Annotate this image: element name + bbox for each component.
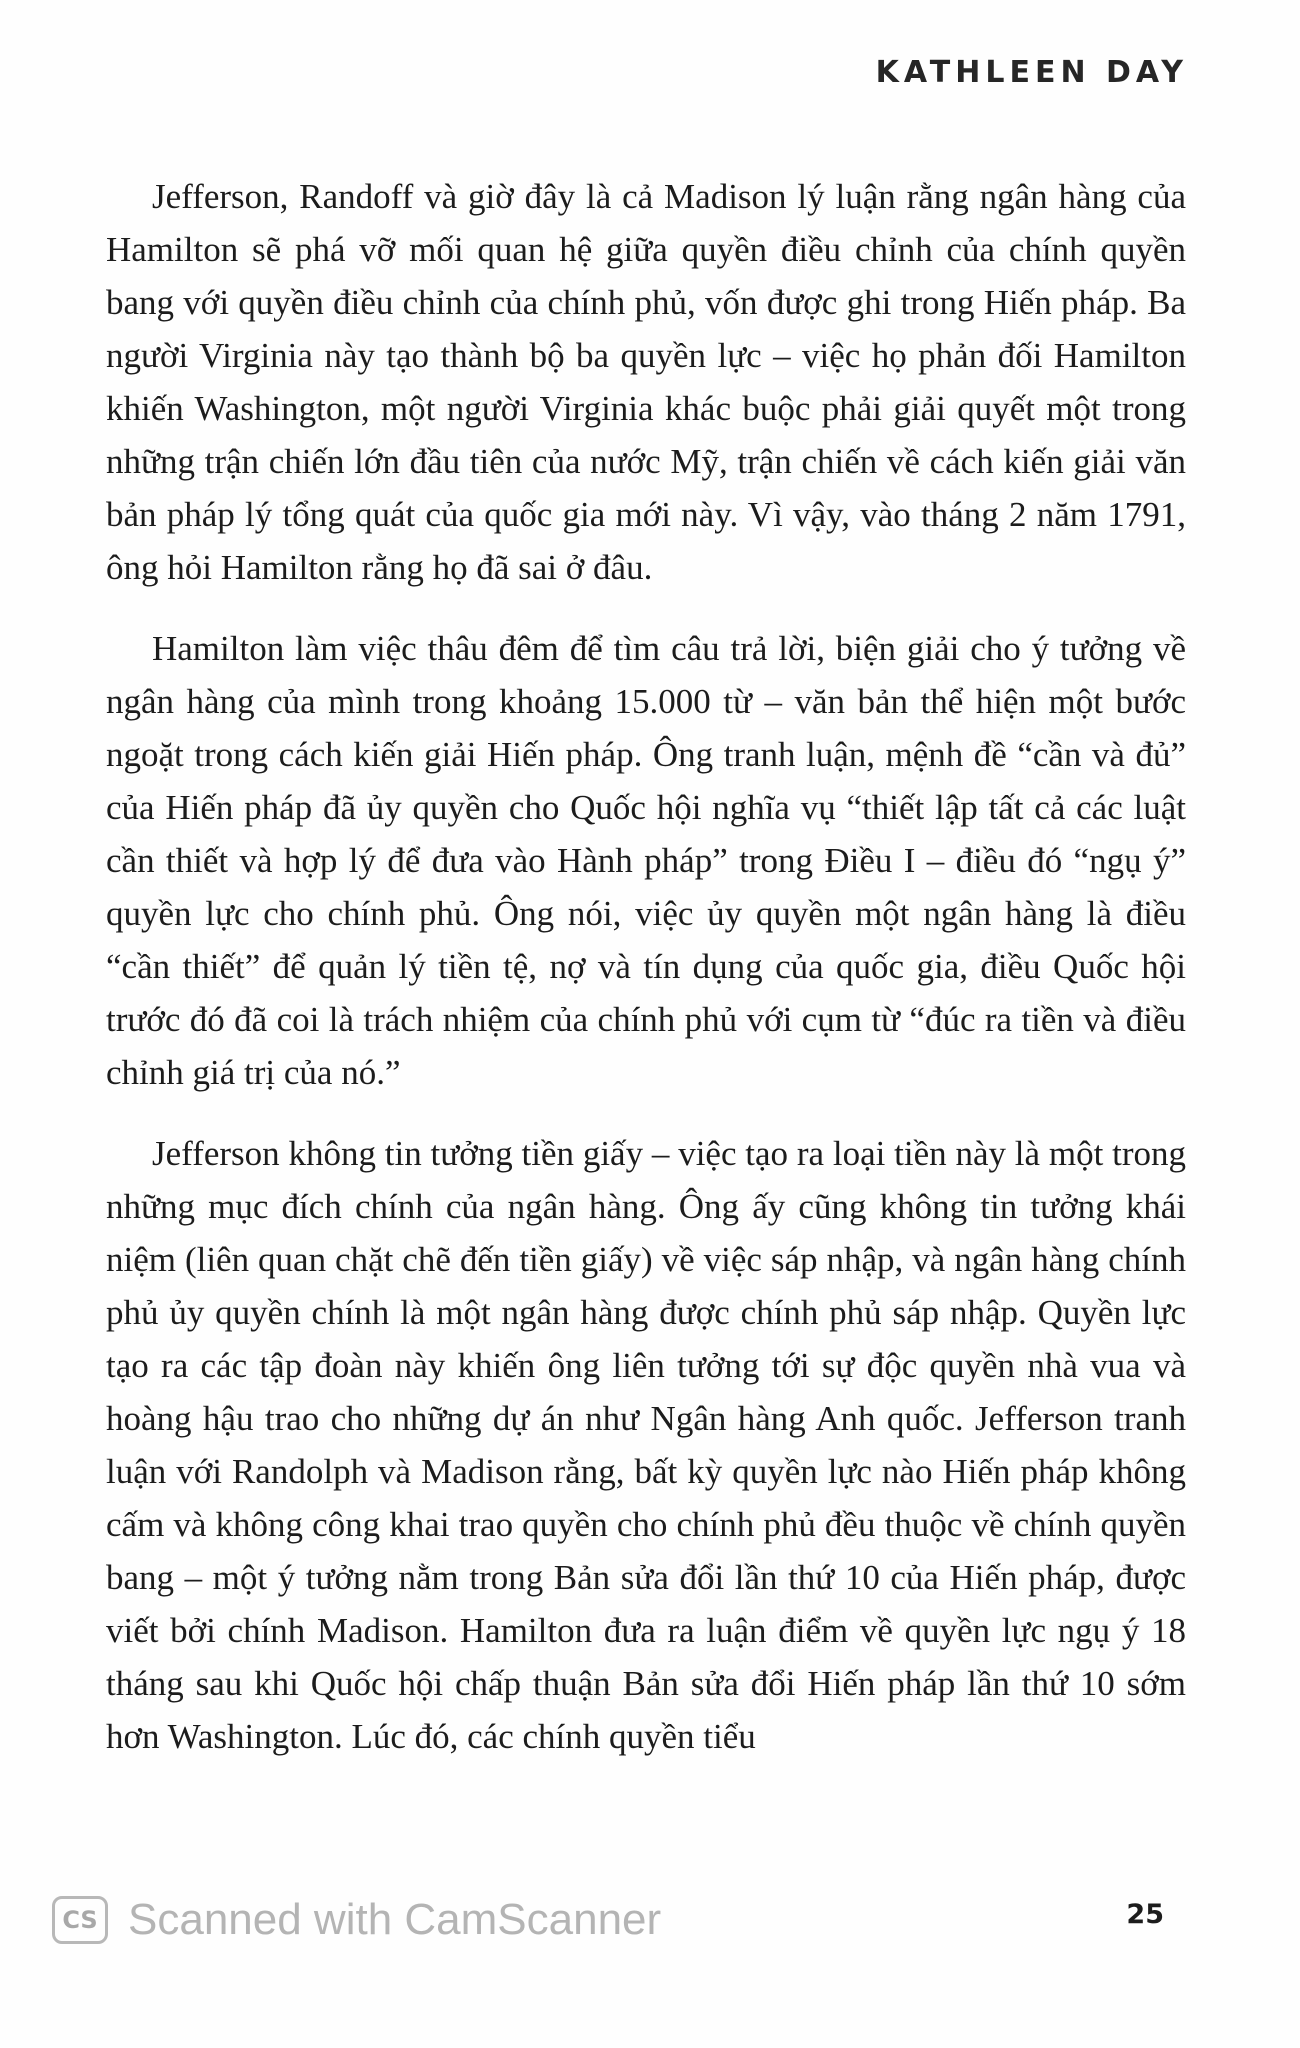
paragraph-2: Hamilton làm việc thâu đêm để tìm câu trả lời, biện giải cho ý tưởng về ngân hàng của mình trong khoảng 15.000 từ – văn bản thể hiện một bước ngoặt trong cách kiến giải Hiến pháp. Ông tranh luận, mệnh đề “cần và đủ” của Hiến pháp đã ủy quyền cho Quốc hội nghĩa vụ “thiết lập tất cả các luật cần thiết và hợp lý để đưa vào Hành pháp” trong Điều I – điều đó “ngụ ý” quyền lực cho chính phủ. Ông nói, việc ủy quyền một ngân hàng là điều “cần thiết” để quản lý tiền tệ, nợ và tín dụng của quốc gia, điều Quốc hội trước đó đã coi là trách nhiệm của chính phủ với cụm từ “đúc ra tiền và điều chỉnh giá trị của nó.” <box>106 629 1186 1092</box>
camscanner-watermark <box>52 1895 661 1945</box>
paragraph-1: Jefferson, Randoff và giờ đây là cả Madison lý luận rằng ngân hàng của Hamilton sẽ phá vỡ mối quan hệ giữa quyền điều chỉnh của chính quyền bang với quyền điều chỉnh của chính phủ, vốn được ghi trong Hiến pháp. Ba người Virginia này tạo thành bộ ba quyền lực – việc họ phản đối Hamilton khiến Washington, một người Virginia khác buộc phải giải quyết một trong những trận chiến lớn đầu tiên của nước Mỹ, trận chiến về cách kiến giải văn bản pháp lý tổng quát của quốc gia mới này. Vì vậy, vào tháng 2 năm 1791, ông hỏi Hamilton rằng họ đã sai ở đâu. <box>106 177 1186 587</box>
paragraph-3: Jefferson không tin tưởng tiền giấy – việc tạo ra loại tiền này là một trong những mục đích chính của ngân hàng. Ông ấy cũng không tin tưởng khái niệm (liên quan chặt chẽ đến tiền giấy) về việc sáp nhập, và ngân hàng chính phủ ủy quyền chính là một ngân hàng được chính phủ sáp nhập. Quyền lực tạo ra các tập đoàn này khiến ông liên tưởng tới sự độc quyền nhà vua và hoàng hậu trao cho những dự án như Ngân hàng Anh quốc. Jefferson tranh luận với Randolph và Madison rằng, bất kỳ quyền lực nào Hiến pháp không cấm và không công khai trao quyền cho chính phủ đều thuộc về chính quyền bang – một ý tưởng nằm trong Bản sửa đổi lần thứ 10 của Hiến pháp, được viết bởi chính Madison. Hamilton đưa ra luận điểm về quyền lực ngụ ý 18 tháng sau khi Quốc hội chấp thuận Bản sửa đổi Hiến pháp lần thứ 10 sớm hơn Washington. Lúc đó, các chính quyền tiểu <box>106 1134 1186 1756</box>
watermark-text: Scanned with CamScanner <box>128 1895 662 1944</box>
page-number: 25 <box>1126 1899 1164 1930</box>
camscanner-logo-icon: CS <box>52 1896 108 1944</box>
running-header: KATHLEEN DAY <box>875 55 1188 90</box>
body-text <box>106 170 1186 1791</box>
